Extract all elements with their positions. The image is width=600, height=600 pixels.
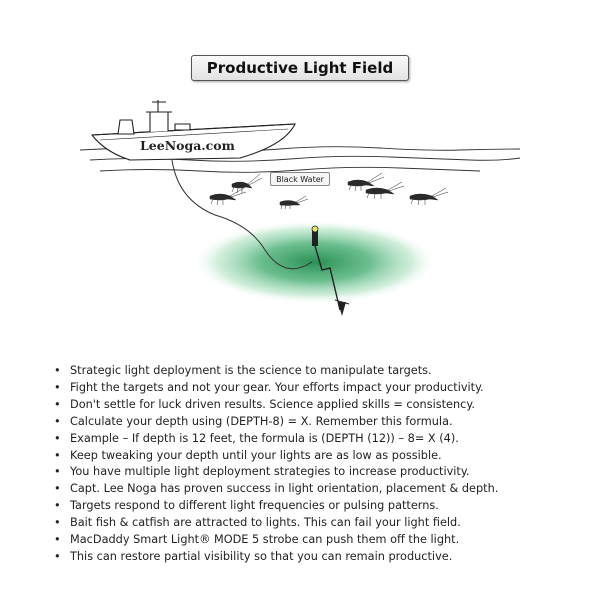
black-water-label: Black Water bbox=[270, 172, 330, 186]
list-item: • MacDaddy Smart Light® MODE 5 strobe can push them off the light. bbox=[52, 532, 572, 549]
page-title: Productive Light Field bbox=[191, 55, 409, 81]
shrimp-icon bbox=[280, 196, 308, 209]
boat-name: LeeNoga.com bbox=[140, 138, 235, 153]
bullet-list bbox=[52, 363, 572, 566]
list-item: • Targets respond to different light frequencies or pulsing patterns. bbox=[52, 498, 572, 515]
list-item: • Don't settle for luck driven results. Science applied skills = consistency. bbox=[52, 397, 572, 414]
list-item: • Strategic light deployment is the science to manipulate targets. bbox=[52, 363, 572, 380]
shrimp-icon bbox=[410, 188, 448, 205]
list-item: • Capt. Lee Noga has proven success in light orientation, placement & depth. bbox=[52, 481, 572, 498]
list-item: • Example – If depth is 12 feet, the formula is (DEPTH (12)) – 8= X (4). bbox=[52, 431, 572, 448]
list-item: • Fight the targets and not your gear. Your efforts impact your productivity. bbox=[52, 380, 572, 397]
list-item: • Calculate your depth using (DEPTH-8) = X. Remember this formula. bbox=[52, 414, 572, 431]
list-item: • This can restore partial visibility so that you can remain productive. bbox=[52, 549, 572, 566]
list-item: • Keep tweaking your depth until your lights are as low as possible. bbox=[52, 448, 572, 465]
light-field-diagram bbox=[0, 90, 600, 330]
shrimp-icon bbox=[210, 188, 246, 205]
list-item: • You have multiple light deployment strategies to increase productivity. bbox=[52, 464, 572, 481]
list-item: • Bait fish & catfish are attracted to lights. This can fail your light field. bbox=[52, 515, 572, 532]
shrimp-icon bbox=[232, 174, 262, 193]
